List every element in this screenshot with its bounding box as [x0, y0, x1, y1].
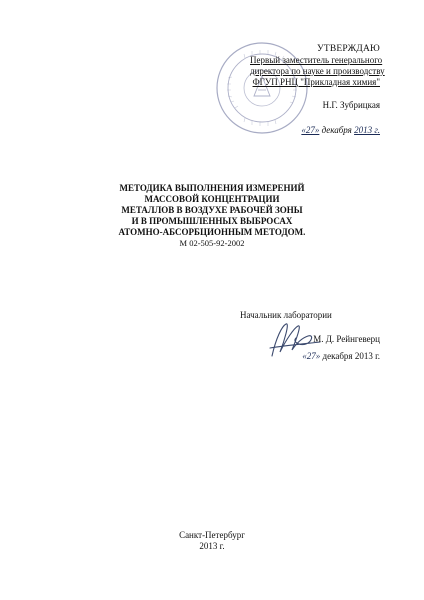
approval-organization: ФГУП РНЦ "Прикладная химия"	[252, 77, 380, 87]
document-footer	[162, 530, 262, 552]
approval-signer: Н.Г. Зубрицкая	[322, 100, 380, 110]
approval-position-line1: Первый заместитель генерального	[250, 55, 383, 65]
document-code: М 02-505-92-2002	[179, 238, 245, 248]
approval-date-day: «27»	[301, 125, 320, 135]
title-line2: МАССОВОЙ КОНЦЕНТРАЦИИ	[144, 194, 280, 204]
approval-date-month: декабря	[321, 125, 352, 135]
lab-date-rest: декабря 2013 г.	[322, 351, 380, 361]
title-line1: МЕТОДИКА ВЫПОЛНЕНИЯ ИЗМЕРЕНИЙ	[119, 183, 305, 193]
approval-date	[250, 125, 380, 135]
approval-date-year: 2013 г.	[354, 125, 380, 135]
lab-date	[240, 351, 380, 361]
title-line3: МЕТАЛЛОВ В ВОЗДУХЕ РАБОЧЕЙ ЗОНЫ	[121, 205, 303, 215]
lab-date-day: «27»	[302, 351, 321, 361]
title-line4: И В ПРОМЫШЛЕННЫХ ВЫБРОСАХ	[131, 216, 293, 226]
document-title	[100, 183, 324, 249]
approval-block	[250, 44, 385, 88]
footer-year: 2013 г.	[199, 541, 225, 551]
lab-head-position: Начальник лаборатории	[240, 310, 332, 320]
approval-heading: УТВЕРЖДАЮ	[316, 44, 380, 54]
approval-position-line2: директора по науке и производству	[250, 66, 385, 76]
footer-city: Санкт-Петербург	[179, 530, 245, 540]
lab-head-name: М. Д. Рейнгеверц	[313, 334, 380, 344]
title-line5: АТОМНО-АБСОРБЦИОННЫМ МЕТОДОМ.	[118, 227, 306, 237]
